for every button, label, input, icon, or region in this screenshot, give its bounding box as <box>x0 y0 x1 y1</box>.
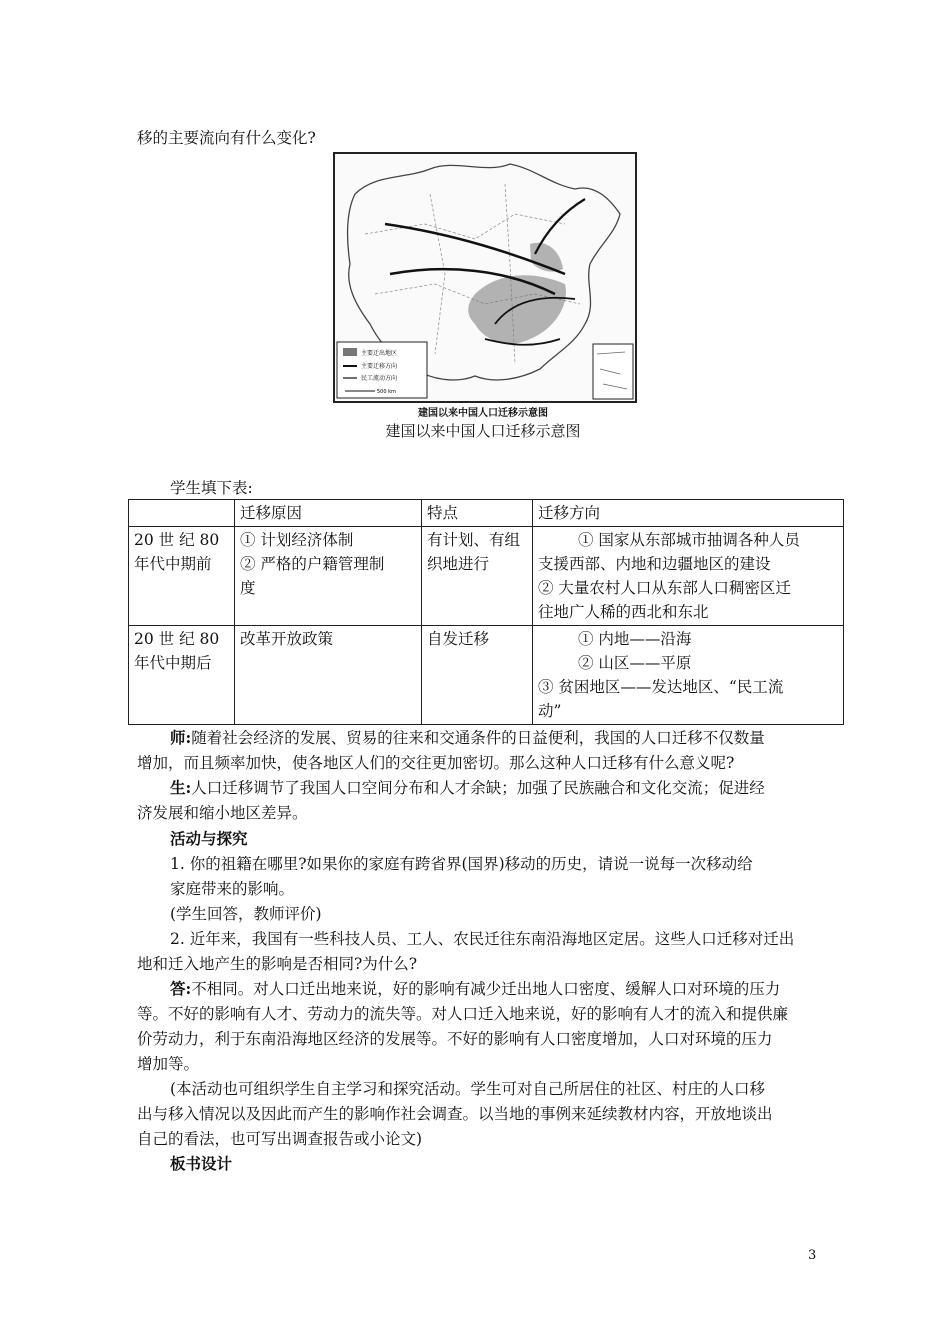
teacher-line-1: 师:随着社会经济的发展、贸易的往来和交通条件的日益便利，我国的人口迁移不仅数量 <box>170 728 765 747</box>
answer-line-1: 答:不相同。对人口迁出地来说，好的影响有减少迁出地人口密度、缓解人口对环境的压力 <box>170 979 781 998</box>
student-line-1: 生:人口迁移调节了我国人口空间分布和人才余缺；加强了民族融合和文化交流；促进经 <box>170 778 765 797</box>
answer-line-2: 等。不好的影响有人才、劳动力的流失等。对人口迁入地来说，好的影响有人才的流入和提供廉 <box>137 1005 789 1023</box>
south-sea-inset <box>593 344 633 399</box>
legend-direction: 主要迁移方向 <box>361 363 398 370</box>
cell-reason: 改革开放政策 <box>235 626 422 725</box>
question-1-line-2: 家庭带来的影响。 <box>170 880 295 898</box>
china-map-figure <box>335 154 635 401</box>
answer-label: 答: <box>170 979 192 998</box>
cell-direction: ① 国家从东部城市抽调各种人员 支援西部、内地和边疆地区的建设 ② 大量农村人口从东部人口稠密区迁 往地广人稀的西北和东北 <box>533 527 844 626</box>
board-heading: 板书设计 <box>170 1154 233 1173</box>
migration-map <box>333 152 637 403</box>
answer-line-4: 增加等。 <box>137 1055 200 1073</box>
scale-label: 500 km <box>377 389 396 395</box>
student-line-2: 济发展和缩小地区差异。 <box>137 804 308 822</box>
cell-period: 20 世 纪 80 年代中期后 <box>129 626 235 725</box>
legend-outflow: 主要迁出地区 <box>361 350 398 357</box>
migration-table <box>128 499 844 725</box>
cell-period: 20 世 纪 80 年代中期前 <box>129 527 235 626</box>
cell-direction: ① 内地——沿海 ② 山区——平原 ③ 贫困地区——发达地区、“民工流 动” <box>533 626 844 725</box>
note-line-2: 出与移入情况以及因此而产生的影响作社会调查。以当地的事例来延续教材内容，开放地谈出 <box>137 1105 773 1123</box>
question-1-line-1: 1. 你的祖籍在哪里?如果你的家庭有跨省界(国界)移动的历史，请说一说每一次移动给 <box>170 855 753 873</box>
intro-line: 移的主要流向有什么变化? <box>137 129 316 147</box>
teacher-label: 师: <box>170 728 192 747</box>
question-2-line-1: 2. 近年来，我国有一些科技人员、工人、农民迁往东南沿海地区定居。这些人口迁移对迁出 <box>170 930 795 948</box>
page-number: 3 <box>808 1248 817 1263</box>
table-intro: 学生填下表: <box>170 479 253 497</box>
header-direction: 迁移方向 <box>533 500 844 527</box>
header-reason: 迁移原因 <box>235 500 422 527</box>
header-feature: 特点 <box>422 500 533 527</box>
map-caption: 建国以来中国人口迁移示意图 <box>385 422 581 440</box>
table-row <box>129 626 844 725</box>
question-2-line-2: 地和迁入地产生的影响是否相同?为什么? <box>137 955 418 973</box>
map-caption-small: 建国以来中国人口迁移示意图 <box>418 408 548 419</box>
teacher-line-2: 增加，而且频率加快，使各地区人们的交往更加密切。那么这种人口迁移有什么意义呢? <box>137 754 735 772</box>
answer-line-3: 价劳动力，利于东南沿海地区经济的发展等。不好的影响有人口密度增加，人口对环境的压力 <box>137 1030 773 1048</box>
header-cell-empty <box>129 500 235 527</box>
legend-workers: 民工流动方向 <box>361 375 398 382</box>
question-1-note: (学生回答，教师评价) <box>170 905 322 923</box>
cell-feature: 有计划、有组 织地进行 <box>422 527 533 626</box>
note-line-3: 自己的看法，也可写出调查报告或小论文) <box>137 1130 423 1148</box>
student-label: 生: <box>170 778 192 797</box>
cell-feature: 自发迁移 <box>422 626 533 725</box>
activity-heading: 活动与探究 <box>170 829 248 848</box>
table-header-row <box>129 500 844 527</box>
table-row <box>129 527 844 626</box>
cell-reason: ① 计划经济体制 ② 严格的户籍管理制 度 <box>235 527 422 626</box>
note-line-1: (本活动也可组织学生自主学习和探究活动。学生可对自己所居住的社区、村庄的人口移 <box>170 1080 766 1098</box>
